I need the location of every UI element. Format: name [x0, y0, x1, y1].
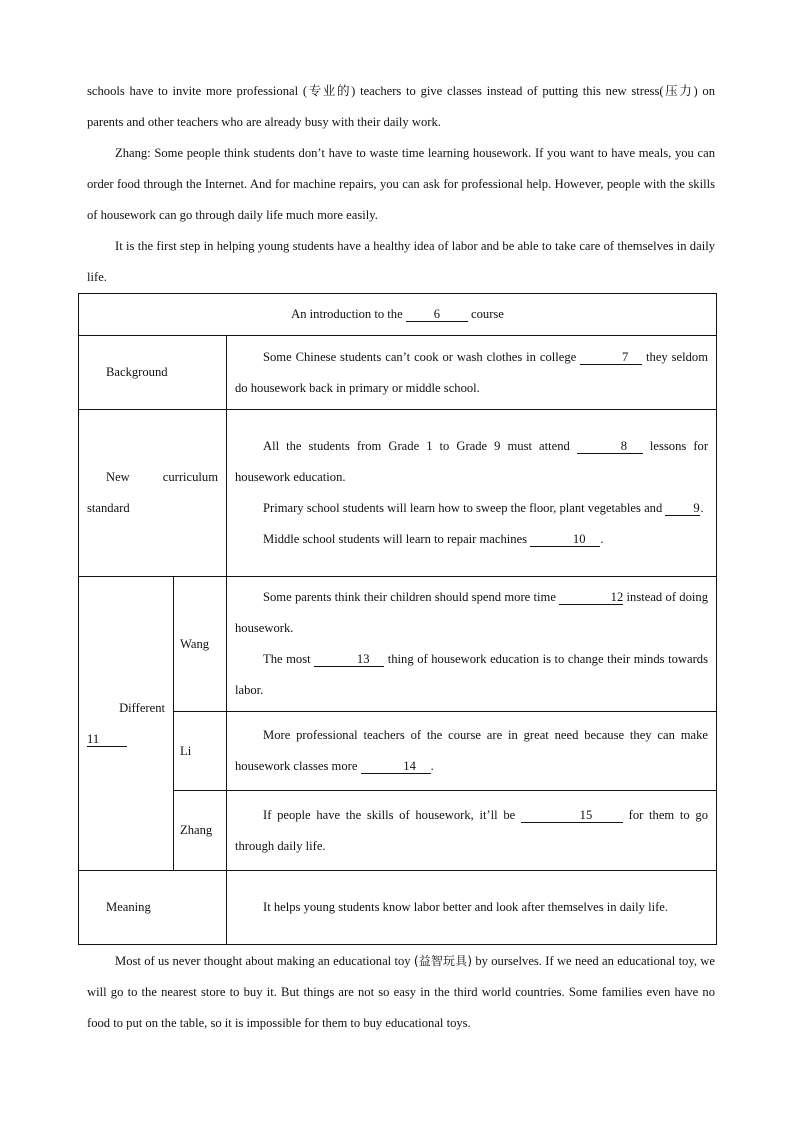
blank-14[interactable]: 14 — [361, 759, 431, 774]
blank-8[interactable]: 8 — [577, 439, 643, 454]
wang-line1-before: Some parents think their children should spend more time — [263, 590, 556, 604]
zhang-name-cell — [174, 791, 227, 871]
background-text-before: Some Chinese students can’t cook or wash clothes in college — [263, 349, 577, 364]
meaning-cell — [227, 871, 717, 945]
intro-paragraph-1: schools have to invite more professional (专业的) teachers to give classes instead of putting this new stress(压力) on parents and other teachers who are already busy with their daily work. — [87, 84, 715, 129]
course-table — [78, 293, 717, 945]
blank-6[interactable]: 6 — [406, 307, 468, 322]
meaning-text: It helps young students know labor better and look after themselves in daily life. — [263, 900, 669, 914]
blank-12[interactable]: 12 — [559, 590, 623, 605]
standard-line1-before: All the students from Grade 1 to Grade 9 must attend — [263, 439, 570, 453]
meaning-label: Meaning — [79, 871, 227, 945]
zhang-text-after: for them to go through daily life. — [235, 807, 708, 853]
wang-line2-before: The most — [263, 652, 311, 666]
standard-label: New curriculum standard — [87, 470, 218, 515]
intro-paragraph-2: Zhang: Some people think students don’t have to waste time learning housework. If you want to have meals, you can order food through the Internet. And for machine repairs, you can ask for professional help. However, people with the skills of housework can go through daily life much more easily. — [87, 146, 715, 222]
li-text-before: More professional teachers of the course are in great need because they can make housework classes more — [235, 728, 708, 773]
standard-cell — [227, 410, 717, 577]
blank-10[interactable]: 10 — [530, 532, 600, 547]
zhang-text-before: If people have the skills of housework, it’ll be — [263, 807, 516, 822]
wang-line1-after: instead of doing housework. — [235, 590, 708, 635]
closing-text-after: by ourselves. If we need an educational toy, we will go to the nearest store to buy it. But things are not so easy in the third world countries. Some families even have no food to put on the table, so it is impossible for them to buy educational toys. — [87, 954, 715, 1030]
blank-9[interactable]: 9 — [665, 501, 700, 516]
blank-13[interactable]: 13 — [314, 652, 384, 667]
different-label: Different — [119, 700, 165, 715]
background-text-after: they seldom do housework back in primary or middle school. — [235, 349, 709, 395]
standard-line2-after: . — [700, 501, 704, 515]
li-text-after: . — [430, 759, 434, 773]
standard-line3-after: . — [600, 532, 604, 546]
blank-7[interactable]: 7 — [580, 350, 642, 365]
document-page — [87, 76, 715, 1039]
background-label: Background — [79, 336, 227, 410]
standard-line2-before: Primary school students will learn how to sweep the floor, plant vegetables and — [263, 501, 663, 515]
li-name: Li — [180, 743, 192, 758]
wang-name-cell — [174, 577, 227, 712]
table-title — [79, 294, 717, 336]
wang-line2-after: thing of housework education is to change their minds towards labor. — [235, 652, 708, 697]
zhang-cell — [227, 791, 717, 871]
standard-label-cell — [79, 410, 227, 577]
closing-cjk: (益智玩具) — [413, 954, 473, 968]
wang-cell — [227, 577, 717, 712]
closing-paragraph — [87, 946, 715, 1039]
zhang-name: Zhang — [180, 823, 213, 837]
li-name-cell — [174, 712, 227, 791]
blank-15[interactable]: 15 — [521, 808, 623, 823]
title-text-before: An introduction to the — [291, 307, 403, 321]
background-cell — [227, 336, 717, 410]
blank-11[interactable]: 11 — [87, 732, 127, 747]
title-text-after: course — [471, 307, 504, 321]
standard-line3-before: Middle school students will learn to repair machines — [263, 532, 528, 546]
different-label-cell — [79, 577, 174, 871]
intro-paragraph-3: It is the first step in helping young students have a healthy idea of labor and be able to take care of themselves in daily life. — [87, 239, 715, 284]
standard-line1-after: lessons for housework education. — [235, 439, 709, 484]
wang-name: Wang — [180, 636, 210, 651]
li-cell — [227, 712, 717, 791]
closing-text-before: Most of us never thought about making an educational toy — [115, 954, 411, 968]
